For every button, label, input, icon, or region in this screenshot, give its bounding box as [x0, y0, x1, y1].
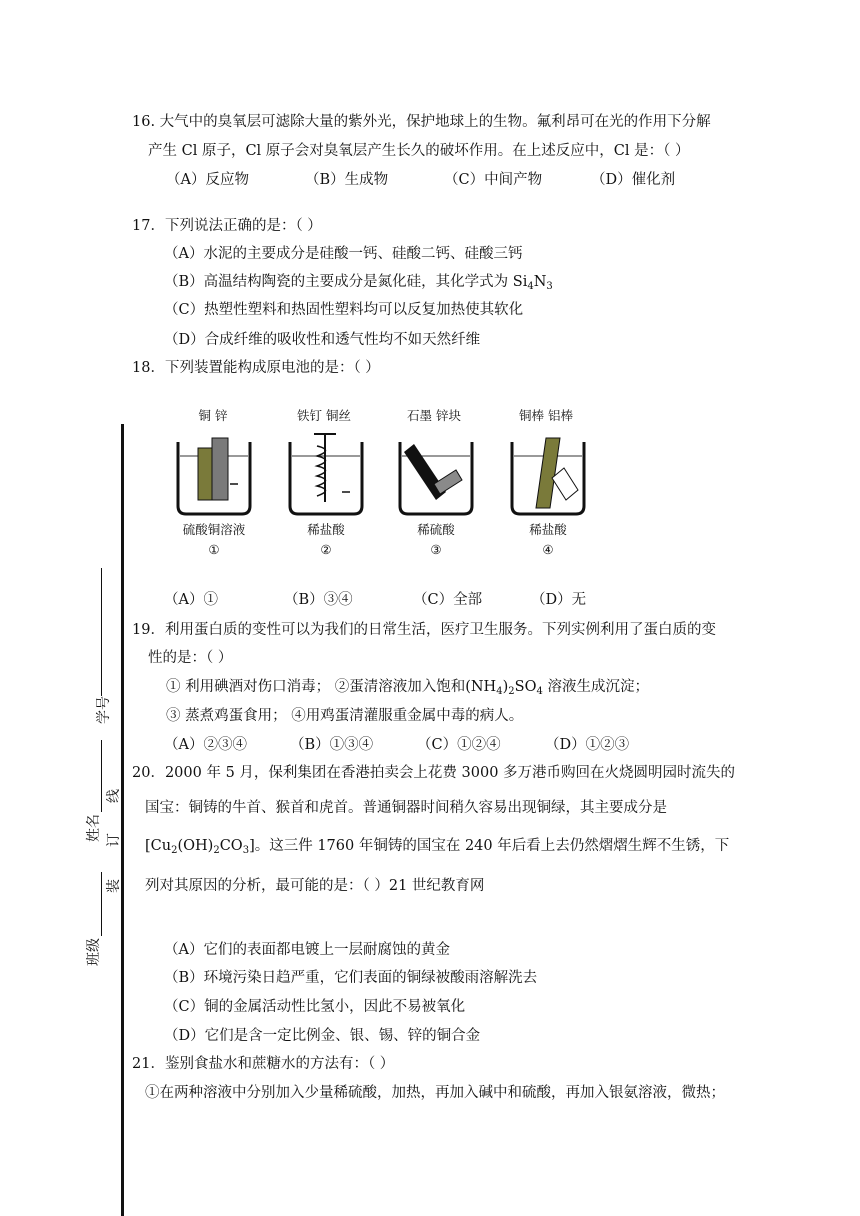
q17-stem: 17．下列说法正确的是：（ ）	[132, 218, 322, 234]
beaker4-diagram	[506, 428, 590, 518]
q18-option-d[interactable]: （D）无	[531, 592, 587, 608]
q20-line1: 20．2000 年 5 月，保利集团在香港拍卖会上花费 3000 多万港币购回在火烧圆明园时流失的	[132, 765, 736, 781]
q20-option-a[interactable]: （A）它们的表面都电镀上一层耐腐蚀的黄金	[164, 942, 450, 958]
beaker4-top-label: 铜棒 铝棒	[519, 408, 573, 423]
beaker3-diagram	[394, 428, 478, 518]
beaker2-top-label: 铁钉 铜丝	[297, 408, 351, 423]
q16-option-b[interactable]: （B）生成物	[305, 172, 389, 188]
q19-option-a[interactable]: （A）②③④	[164, 737, 247, 753]
q20-line3: $[Cu_2(OH)_2CO_3]$。这三件 1760 年铜铸的国宝在 240 年后看上去仍然熠熠生辉不生锈，下	[145, 838, 730, 856]
ding-label: 订	[106, 833, 122, 847]
binding-line	[121, 424, 124, 1216]
q17-option-c[interactable]: （C）热塑性塑料和热固性塑料均可以反复加热使其软化	[164, 302, 524, 318]
q16-option-a[interactable]: （A）反应物	[166, 172, 249, 188]
beaker3-top-label: 石墨 锌块	[407, 408, 461, 423]
xian-label: 线	[106, 789, 122, 803]
beaker1-diagram	[172, 428, 256, 518]
beaker2-diagram	[284, 428, 368, 518]
q19-line1: 19．利用蛋白质的变性可以为我们的日常生活，医疗卫生服务。下列实例利用了蛋白质的变	[132, 622, 716, 638]
q16-line2: 产生 Cl 原子，Cl 原子会对臭氧层产生长久的破坏作用。在上述反应中，Cl 是：（ ）	[148, 143, 690, 159]
xuehao-underline	[101, 568, 102, 696]
q19-items-3-4: ③ 蒸煮鸡蛋食用； ④用鸡蛋清灌服重金属中毒的病人。	[166, 708, 524, 724]
q17-option-d[interactable]: （D）合成纤维的吸收性和透气性均不如天然纤维	[164, 332, 481, 348]
q21-stem: 21．鉴别食盐水和蔗糖水的方法有：（ ）	[132, 1056, 395, 1072]
q17-option-a[interactable]: （A）水泥的主要成分是硅酸一钙、硅酸二钙、硅酸三钙	[164, 246, 523, 262]
q21-item1: ①在两种溶液中分别加入少量稀硫酸，加热，再加入碱中和硫酸，再加入银氨溶液，微热；	[145, 1085, 725, 1101]
zhuang-label: 装	[106, 879, 122, 893]
beaker4-solution-label: 稀盐酸	[529, 522, 567, 537]
beaker2-number: ②	[320, 542, 332, 557]
q18-option-a[interactable]: （A）①	[164, 592, 218, 608]
q19-option-c[interactable]: （C）①②④	[417, 737, 501, 753]
xuehao-label: 学号	[96, 696, 112, 724]
beaker3-solution-label: 稀硫酸	[417, 522, 455, 537]
q20-line4: 列对其原因的分析，最可能的是：（ ）21 世纪教育网	[145, 878, 485, 894]
q18-option-c[interactable]: （C）全部	[413, 592, 483, 608]
q16-option-d[interactable]: （D）催化剂	[591, 172, 676, 188]
beaker1-top-label: 铜 锌	[198, 408, 228, 423]
q19-line2: 性的是：（ ）	[148, 650, 233, 666]
beaker2-solution-label: 稀盐酸	[307, 522, 345, 537]
q19-option-b[interactable]: （B）①③④	[290, 737, 374, 753]
beaker1-solution-label: 硫酸铜溶液	[182, 522, 246, 537]
q16-option-c[interactable]: （C）中间产物	[444, 172, 543, 188]
beaker1-number: ①	[208, 542, 220, 557]
q19-items-1-2: ① 利用碘酒对伤口消毒； ②蛋清溶液加入饱和$(NH_4)_2SO_4$ 溶液生成沉淀；	[166, 679, 649, 697]
q20-option-b[interactable]: （B）环境污染日趋严重，它们表面的铜绿被酸雨溶解洗去	[164, 970, 538, 986]
xingming-underline	[101, 740, 102, 812]
q18-stem: 18．下列装置能构成原电池的是：（ ）	[132, 360, 380, 376]
q17-option-b[interactable]: （B）高温结构陶瓷的主要成分是氮化硅，其化学式为 $Si_4N_3$	[164, 274, 553, 292]
beaker3-number: ③	[430, 542, 442, 557]
q20-option-c[interactable]: （C）铜的金属活动性比氢小，因此不易被氧化	[164, 999, 466, 1015]
q19-option-d[interactable]: （D）①②③	[545, 737, 630, 753]
q16-line1: 16. 大气中的臭氧层可滤除大量的紫外光，保护地球上的生物。氟利昂可在光的作用下分解	[132, 114, 711, 130]
xingming-label: 姓名	[86, 814, 102, 842]
banji-underline	[101, 872, 102, 936]
q20-line2: 国宝：铜铸的牛首、猴首和虎首。普通铜器时间稍久容易出现铜绿，其主要成分是	[145, 800, 667, 816]
beaker4-number: ④	[542, 542, 554, 557]
banji-label: 班级	[86, 938, 102, 966]
q20-option-d[interactable]: （D）它们是含一定比例金、银、锡、锌的铜合金	[164, 1028, 481, 1044]
q18-option-b[interactable]: （B）③④	[284, 592, 353, 608]
